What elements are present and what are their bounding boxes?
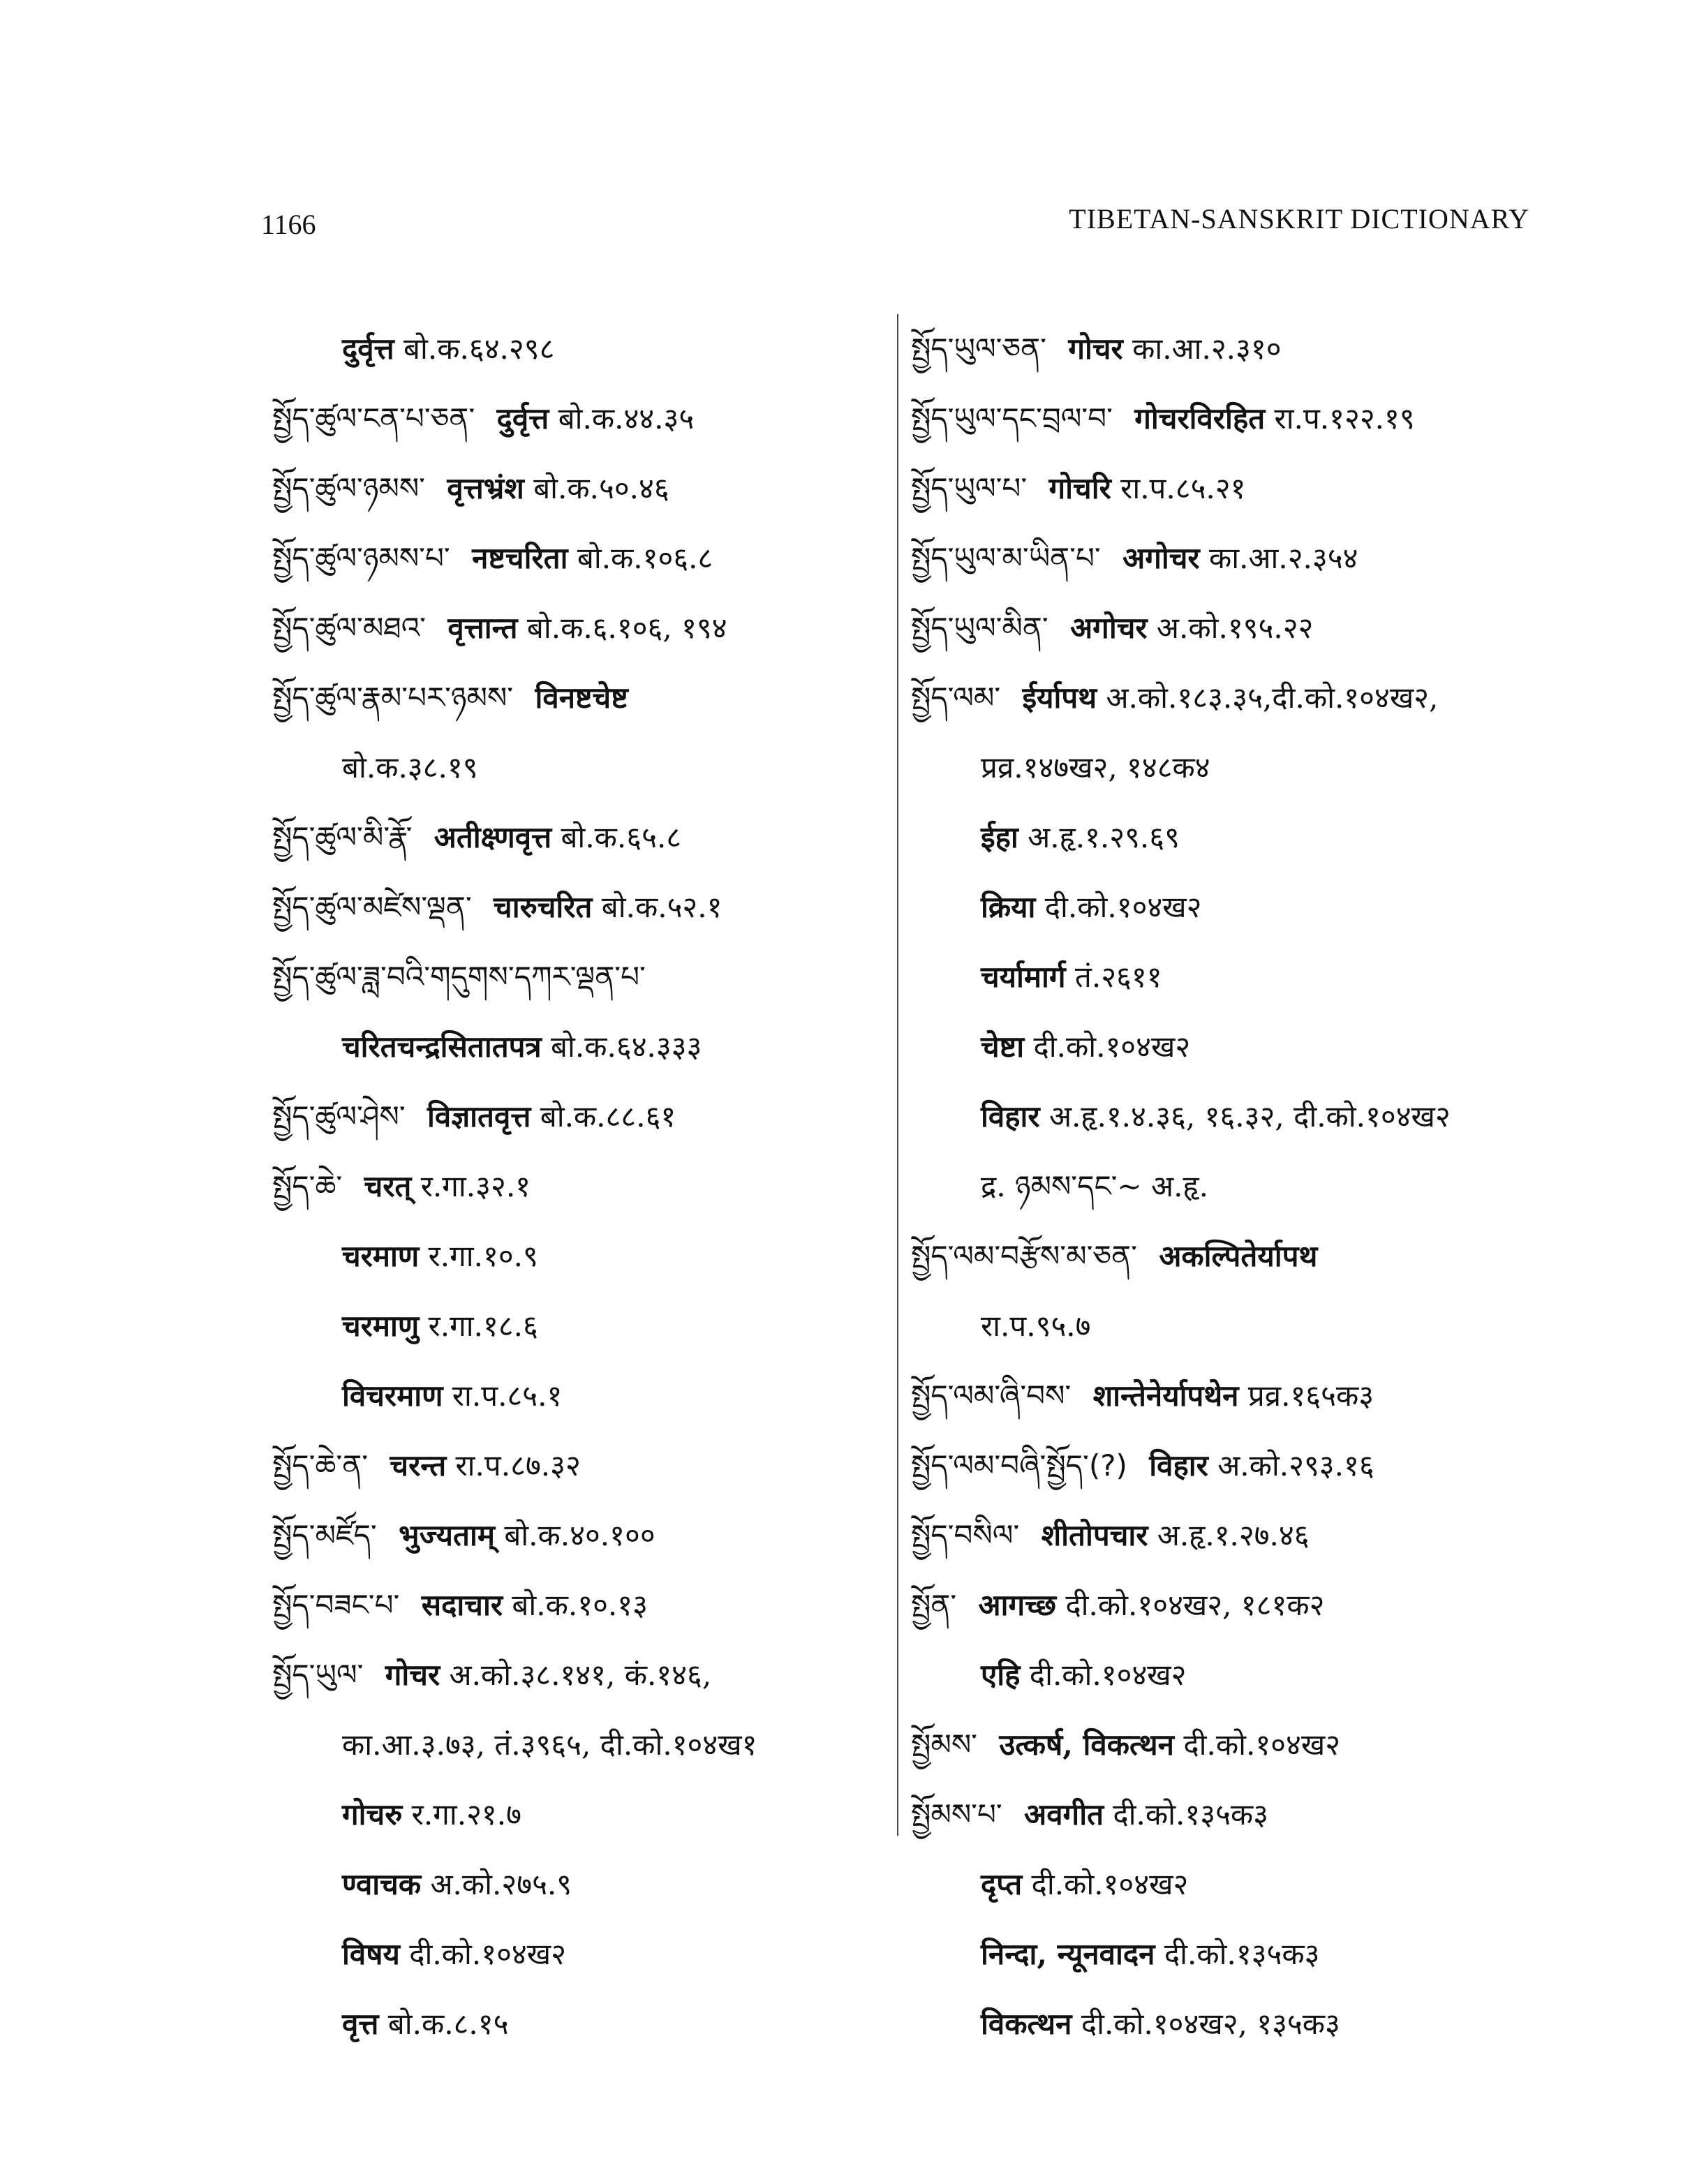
dictionary-entry-line — [911, 314, 1539, 384]
dictionary-entry-line — [272, 1361, 887, 1431]
source-reference: अ.हृ.१.२९.६९ — [1028, 820, 1180, 854]
sanskrit-equivalent: चरितचन्द्रसितातपत्र — [342, 1030, 542, 1064]
tibetan-headword: སྤྱོམས་ — [911, 1728, 978, 1762]
sanskrit-equivalent: विषय — [342, 1937, 400, 1971]
dictionary-entry-line — [272, 1221, 887, 1291]
dictionary-entry-line — [272, 523, 887, 593]
source-reference: बो.क.४४.३५ — [558, 401, 695, 436]
source-reference: अ.को.१९५.२२ — [1156, 611, 1314, 645]
dictionary-entry-line — [272, 1291, 887, 1361]
sanskrit-equivalent: दृप्त — [981, 1867, 1023, 1901]
dictionary-entry-line — [911, 663, 1539, 733]
source-reference: र.गा.३२.१ — [420, 1169, 531, 1203]
sanskrit-equivalent: विहार — [981, 1099, 1040, 1134]
tibetan-headword: སྤྱོད་ཚུལ་ཤེས་ — [272, 1099, 406, 1134]
dictionary-entry-line — [272, 942, 887, 1012]
sanskrit-equivalent: विज्ञातवृत्त — [427, 1099, 531, 1134]
dictionary-entry-line — [272, 1640, 887, 1710]
sanskrit-equivalent: निन्दा, न्यूनवादन — [981, 1937, 1155, 1971]
tibetan-headword: སྤྱོད་ལམ་བཞི་སྤྱོད་(?) — [911, 1448, 1127, 1483]
source-reference: तं.२६११ — [1074, 960, 1162, 994]
source-reference: रा.प.८५.१ — [452, 1379, 563, 1413]
dictionary-entry-line — [911, 872, 1539, 942]
dictionary-entry-line — [272, 314, 887, 384]
right-column — [911, 314, 1539, 2059]
sanskrit-equivalent: गोचरि — [1048, 471, 1111, 505]
sanskrit-equivalent: गोचर — [1068, 332, 1123, 366]
source-reference: बो.क.१०६.८ — [577, 541, 713, 575]
source-reference: दी.को.१०४ख२ — [1033, 1030, 1191, 1064]
sanskrit-equivalent: विचरमाण — [342, 1379, 443, 1413]
source-reference: दी.को.१०४ख२ — [1183, 1728, 1341, 1762]
dictionary-entry-line — [911, 454, 1539, 523]
sanskrit-equivalent: उत्कर्ष, विकत्थन — [999, 1728, 1174, 1762]
source-reference: प्रव्र.१४७ख२, १४८क४ — [981, 750, 1210, 785]
source-reference: रा.प.९५.७ — [981, 1309, 1091, 1343]
dictionary-entry-line — [911, 1221, 1539, 1291]
sanskrit-equivalent: चेष्टा — [981, 1030, 1025, 1064]
dictionary-entry-line — [272, 733, 887, 803]
sanskrit-equivalent: अतीक्ष्णवृत्त — [433, 820, 552, 854]
dictionary-entry-line — [911, 942, 1539, 1012]
source-reference: र.गा.१०.९ — [428, 1239, 538, 1273]
dictionary-entry-line — [911, 1152, 1539, 1221]
sanskrit-equivalent: वृत्तान्त — [447, 611, 518, 645]
sanskrit-equivalent: अवगीत — [1024, 1797, 1104, 1832]
tibetan-headword: སྤྱོད་ལམ་ — [911, 681, 1001, 715]
source-reference: अ.को.१८३.३५,दी.को.१०४ख२, — [1106, 681, 1439, 715]
source-reference: का.आ.२.३१० — [1132, 332, 1282, 366]
dictionary-entry-line — [911, 593, 1539, 663]
dictionary-entry-line — [911, 1082, 1539, 1152]
dictionary-entry-line — [272, 1152, 887, 1221]
dictionary-entry-line — [911, 1291, 1539, 1361]
dictionary-entry-line — [911, 1361, 1539, 1431]
source-reference: दी.को.१३५क३ — [1113, 1797, 1269, 1832]
source-reference: अ.को.२९३.१६ — [1217, 1448, 1374, 1483]
sanskrit-equivalent: चारुचरित — [494, 890, 593, 924]
dictionary-entry-line — [272, 1501, 887, 1570]
sanskrit-equivalent: सदाचार — [421, 1588, 503, 1622]
source-reference: दी.को.१०४ख२ — [1044, 890, 1202, 924]
dictionary-entry-line — [272, 1570, 887, 1640]
source-reference: बो.क.६.१०६, १९४ — [526, 611, 727, 645]
dictionary-entry-line — [272, 1710, 887, 1780]
tibetan-headword: སྤྱོམས་པ་ — [911, 1797, 1002, 1832]
tibetan-headword: སྤྱོད་ལམ་ཞི་བས་ — [911, 1379, 1072, 1413]
dictionary-entry-line — [272, 1850, 887, 1919]
tibetan-headword: སྤྱོད་ཚུལ་ཟླ་བའི་གདུགས་དཀར་ལྡན་པ་ — [272, 960, 646, 994]
tibetan-headword: སྤྱོད་ཚུལ་མི་རྣོ་ — [272, 820, 413, 854]
sanskrit-equivalent: शीतोपचार — [1041, 1518, 1148, 1552]
source-reference: रा.प.८५.२१ — [1120, 471, 1246, 505]
sanskrit-equivalent: विहार — [1149, 1448, 1208, 1483]
sanskrit-equivalent: विकत्थन — [981, 2007, 1072, 2041]
dictionary-entry-line — [911, 1989, 1539, 2059]
sanskrit-equivalent: चर्यामार्ग — [981, 960, 1066, 994]
dictionary-entry-line — [272, 663, 887, 733]
sanskrit-equivalent: चरमाणु — [342, 1309, 420, 1343]
dictionary-entry-line — [911, 1710, 1539, 1780]
sanskrit-equivalent: गोचरु — [342, 1797, 403, 1832]
source-reference: दी.को.१०४ख२, १८१क२ — [1065, 1588, 1325, 1622]
dictionary-entry-line — [911, 1780, 1539, 1850]
dictionary-entry-line — [272, 454, 887, 523]
tibetan-headword: སྤྱོད་ཚུལ་མཐའ་ — [272, 611, 426, 645]
tibetan-headword: སྤྱོད་ཚུལ་རྣམ་པར་ཉམས་ — [272, 681, 514, 715]
sanskrit-equivalent: गोचर — [385, 1658, 440, 1692]
tibetan-headword: སྤྱོད་ཚུལ་མཛེས་ལྡན་ — [272, 890, 472, 924]
dictionary-entry-line — [272, 803, 887, 872]
dictionary-entry-line — [272, 593, 887, 663]
source-reference: बो.क.५०.४६ — [533, 471, 669, 505]
source-reference: बो.क.८.१५ — [387, 2007, 509, 2041]
source-reference: बो.क.१०.१३ — [512, 1588, 648, 1622]
tibetan-headword: སྤྱོད་ཡུལ་དང་བྲལ་བ་ — [911, 401, 1113, 436]
source-reference: का.आ.३.७३, तं.३९६५, दी.को.१०४ख१ — [342, 1728, 757, 1762]
source-reference: अ.को.३८.१४१, कं.१४६, — [449, 1658, 712, 1692]
source-reference: रा.प.१२२.१९ — [1274, 401, 1415, 436]
sanskrit-equivalent: ण्वाचक — [342, 1867, 422, 1901]
tibetan-headword: སྤྱོད་མཛོད་ — [272, 1518, 377, 1552]
tibetan-headword: སྤྱོད་ཡུལ་མ་ཡིན་པ་ — [911, 541, 1101, 575]
source-reference: बो.क.६४.३३३ — [551, 1030, 702, 1064]
sanskrit-equivalent: चरत् — [364, 1169, 412, 1203]
dictionary-entry-line — [272, 1012, 887, 1082]
left-column — [272, 314, 887, 2059]
source-reference: बो.क.६५.८ — [561, 820, 682, 854]
sanskrit-equivalent: दुर्वृत्त — [342, 332, 394, 366]
source-reference: दी.को.१०४ख२ — [409, 1937, 566, 1971]
sanskrit-equivalent: चरमाण — [342, 1239, 420, 1273]
tibetan-headword: སྤྱོད་ཚུལ་ཉམས་པ་ — [272, 541, 450, 575]
tibetan-headword: སྤྱོན་ — [911, 1588, 957, 1622]
source-reference: अ.हृ.१.२७.४६ — [1157, 1518, 1310, 1552]
source-reference: अ.को.२७५.९ — [430, 1867, 572, 1901]
source-reference: अ.हृ.१.४.३६, १६.३२, दी.को.१०४ख२ — [1048, 1099, 1451, 1134]
dictionary-entry-line — [911, 1431, 1539, 1501]
running-head: TIBETAN-SANSKRIT DICTIONARY — [1069, 203, 1529, 235]
tibetan-headword: སྤྱོད་ཡུལ་པ་ — [911, 471, 1028, 505]
dictionary-entry-line — [272, 872, 887, 942]
sanskrit-equivalent: भुज्यताम् — [399, 1518, 495, 1552]
tibetan-headword: སྤྱོད་ཡུལ་ — [272, 1658, 364, 1692]
source-reference: बो.क.४०.१०० — [504, 1518, 655, 1552]
dictionary-entry-line — [272, 384, 887, 454]
tibetan-headword: སྤྱོད་ལམ་བརྩོས་མ་ཅན་ — [911, 1239, 1137, 1273]
dictionary-entry-line — [911, 1919, 1539, 1989]
tibetan-headword: སྤྱོད་ཆེ་ན་ — [272, 1448, 369, 1483]
dictionary-entry-line — [272, 1431, 887, 1501]
dictionary-entry-line — [272, 1082, 887, 1152]
sanskrit-equivalent: वृत्त — [342, 2007, 379, 2041]
tibetan-headword: སྤྱོད་ཡུལ་ཅན་ — [911, 332, 1046, 366]
source-reference: दी.को.१३५क३ — [1164, 1937, 1320, 1971]
dictionary-entry-line — [911, 733, 1539, 803]
sanskrit-equivalent: अकल्पितेर्यापथ — [1159, 1239, 1318, 1273]
sanskrit-equivalent: अगोचर — [1122, 541, 1200, 575]
dictionary-entry-line — [911, 523, 1539, 593]
sanskrit-equivalent: आगच्छ — [978, 1588, 1057, 1622]
source-reference: दी.को.१०४ख२ — [1031, 1867, 1189, 1901]
source-reference: र.गा.१८.६ — [428, 1309, 538, 1343]
source-reference: बो.क.८८.६१ — [540, 1099, 676, 1134]
source-reference: का.आ.२.३५४ — [1208, 541, 1358, 575]
source-reference: बो.क.५२.१ — [601, 890, 722, 924]
sanskrit-equivalent: दुर्वृत्त — [496, 401, 549, 436]
dictionary-entry-line — [911, 384, 1539, 454]
tibetan-headword: སྤྱོད་ཚུལ་ཉམས་ — [272, 471, 425, 505]
tibetan-headword: སྤྱོད་ཡུལ་མིན་ — [911, 611, 1048, 645]
sanskrit-equivalent: चरन्त — [390, 1448, 447, 1483]
dictionary-entry-line — [911, 1640, 1539, 1710]
sanskrit-equivalent: शान्तेनेर्यापथेन — [1092, 1379, 1239, 1413]
source-reference: र.गा.२१.७ — [411, 1797, 521, 1832]
source-reference: बो.क.६४.२९८ — [403, 332, 555, 366]
tibetan-headword: སྤྱོད་ཚུལ་ངན་པ་ཅན་ — [272, 401, 475, 436]
tibetan-headword: སྤྱོད་ཆེ་ — [272, 1169, 343, 1203]
tibetan-headword: སྤྱོད་བཟང་པ་ — [272, 1588, 400, 1622]
sanskrit-equivalent: क्रिया — [981, 890, 1036, 924]
dictionary-entry-line — [911, 1012, 1539, 1082]
sanskrit-equivalent: अगोचर — [1070, 611, 1148, 645]
sanskrit-equivalent: विनष्टचेष्ट — [535, 681, 628, 715]
dictionary-entry-line — [911, 1850, 1539, 1919]
source-reference: प्रव्र.१६५क३ — [1247, 1379, 1374, 1413]
sanskrit-equivalent: ईहा — [981, 820, 1018, 854]
dictionary-entry-line — [272, 1919, 887, 1989]
source-reference: दी.को.१०४ख२ — [1029, 1658, 1187, 1692]
sanskrit-equivalent: गोचरविरहित — [1134, 401, 1266, 436]
page-number: 1166 — [261, 209, 316, 240]
source-reference: दी.को.१०४ख२, १३५क३ — [1081, 2007, 1340, 2041]
sanskrit-equivalent: एहि — [981, 1658, 1021, 1692]
dictionary-entry-line — [911, 803, 1539, 872]
source-reference: बो.क.३८.१९ — [342, 750, 478, 785]
dictionary-entry-line — [272, 1989, 887, 2059]
sanskrit-equivalent: नष्टचरिता — [472, 541, 568, 575]
tibetan-headword: སྤྱོད་བསིལ་ — [911, 1518, 1020, 1552]
dictionary-entry-line — [272, 1780, 887, 1850]
source-reference: रा.प.८७.३२ — [455, 1448, 581, 1483]
source-reference: द्र. ཉམས་དང་~ अ.हृ. — [981, 1169, 1208, 1203]
sanskrit-equivalent: वृत्तभ्रंश — [447, 471, 524, 505]
dictionary-entry-line — [911, 1570, 1539, 1640]
sanskrit-equivalent: ईर्यापथ — [1022, 681, 1097, 715]
dictionary-entry-line — [911, 1501, 1539, 1570]
column-divider — [897, 314, 898, 1836]
